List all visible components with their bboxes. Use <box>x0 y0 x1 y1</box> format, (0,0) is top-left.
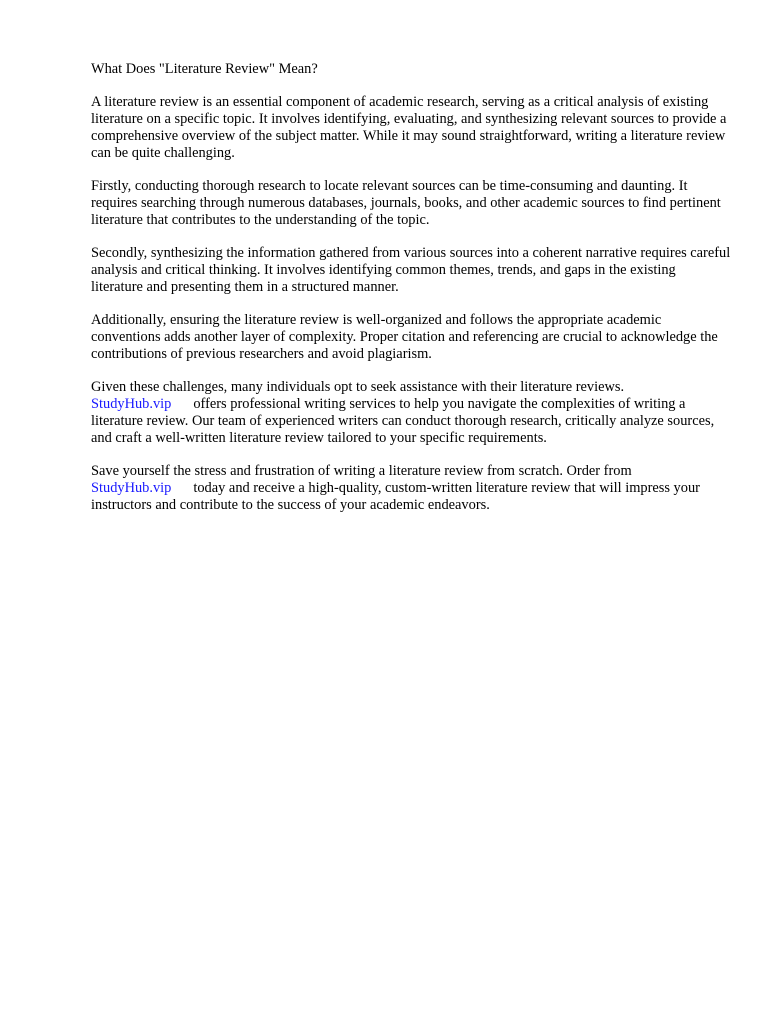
document-title: What Does "Literature Review" Mean? <box>91 61 318 77</box>
document-body <box>91 61 731 530</box>
paragraph-synthesis: Secondly, synthesizing the information gathered from various sources into a coherent narrative requires careful analysis and critical thinking. It involves identifying common themes, trends, and gaps in the existing literature and presenting them in a structured manner. <box>91 245 731 295</box>
paragraph-intro: A literature review is an essential component of academic research, serving as a critical analysis of existing literature on a specific topic. It involves identifying, evaluating, and synthesizing relevant sources to provide a comprehensive overview of the subject matter. While it may sound straightforward, writing a literature review can be quite challenging. <box>91 94 727 161</box>
paragraph-assistance-text-before: Given these challenges, many individuals opt to seek assistance with their literature reviews. <box>91 379 625 395</box>
paragraph-assistance-text-after: offers professional writing services to help you navigate the complexities of writing a literature review. Our team of experienced writers can conduct thorough research, critically analyze sources, and craft a well-written literature review tailored to your specific requirements. <box>91 396 715 446</box>
paragraph-order-text-after: today and receive a high-quality, custom-written literature review that will impress your instructors and contribute to the success of your academic endeavors. <box>91 480 700 513</box>
studyhub-link-1[interactable]: StudyHub.vip <box>91 396 172 412</box>
paragraph-order <box>91 463 731 514</box>
paragraph-assistance <box>91 379 731 447</box>
paragraph-organization: Additionally, ensuring the literature review is well-organized and follows the appropriate academic conventions adds another layer of complexity. Proper citation and referencing are crucial to acknowledge the contributions of previous researchers and avoid plagiarism. <box>91 312 718 362</box>
paragraph-research: Firstly, conducting thorough research to locate relevant sources can be time-consuming and daunting. It requires searching through numerous databases, journals, books, and other academic sources to find pertinent literature that contributes to the understanding of the topic. <box>91 178 721 228</box>
paragraph-order-text-before: Save yourself the stress and frustration of writing a literature review from scratch. Order from <box>91 463 632 479</box>
studyhub-link-2[interactable]: StudyHub.vip <box>91 480 172 496</box>
